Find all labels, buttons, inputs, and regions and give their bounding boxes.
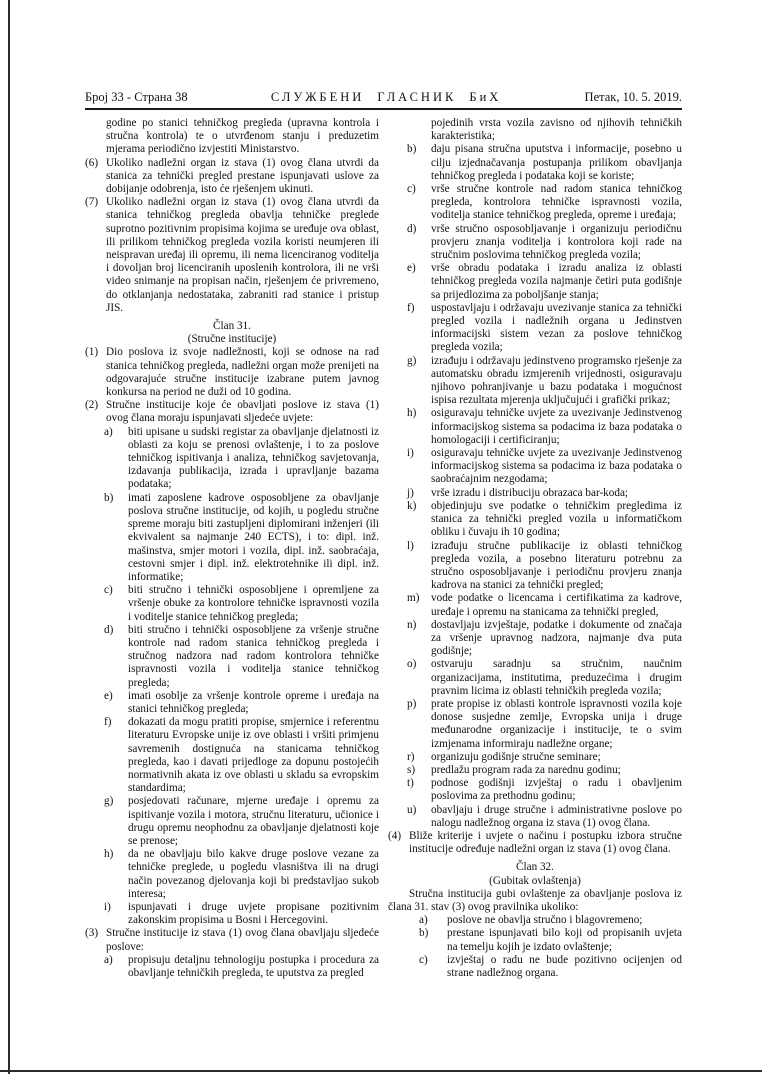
paragraph-marker: b)	[419, 927, 429, 940]
paragraph	[85, 399, 379, 425]
paragraph-marker: h)	[104, 848, 114, 861]
article-subheading: (Stručne institucije)	[187, 333, 277, 346]
paragraph	[388, 751, 682, 764]
paragraph	[388, 830, 682, 856]
paragraph-marker: c)	[407, 183, 416, 196]
paragraph	[388, 619, 682, 659]
paragraph-text: izrađuju i održavaju jedinstveno programsko rješenje za automatsku obradu izmjerenih vrijednosti, osiguravaju njihovo pohranjivanje u bazu podataka i mogućnost ispisa rezultata mjerenja uključujući i grafički prikaz;	[431, 354, 682, 407]
paragraph-marker: g)	[407, 354, 417, 367]
paragraph	[388, 143, 682, 183]
paragraph-marker: a)	[104, 425, 113, 438]
paragraph-text: da ne obavljaju bilo kakve druge poslove vezane za tehničke preglede, u pogledu vlasništva ili na drugi način povezanog djelovanja koji bi predstavljao sukob interesa;	[128, 848, 379, 900]
paragraph-text: vrše stručno osposobljavanje i organizuju periodičnu provjeru znanja voditelja i kontrolora koji rade na stručnim poslovima tehničkog pregleda vozila;	[431, 222, 682, 262]
paragraph-text: prestane ispunjavati bilo koji od propisanih uvjeta na temelju kojih je izdato ovlaštenje;	[447, 927, 682, 953]
paragraph-text: dostavljaju izvještaje, podatke i dokumente od značaja za vršenje upravnog nadzora, najmanje dva puta godišnje;	[431, 618, 682, 658]
paragraph-text: propisuju detaljnu tehnologiju postupka i procedura za obavljanje tehničkih pregleda, te uputstva za pregled	[128, 953, 379, 979]
article-heading: Član 31.	[213, 320, 251, 333]
paragraph-text: prate propise iz oblasti kontrole ispravnosti vozila koje donose susjedne zemlje, Evropska unija i druge međunarodne organizacije i institucije, te o svim izmjenama informiraju nadležne organe;	[431, 697, 682, 750]
paragraph	[388, 540, 682, 593]
paragraph-text: Stručne institucije iz stava (1) ovog člana obavljaju sljedeće poslove:	[106, 927, 379, 953]
paragraph-text: Ukoliko nadležni organ iz stava (1) ovog člana utvrdi da stanica za tehnički pregled prestane ispunjavati uslove za dobijanje odobrenja, isto će rješenjem ukinuti.	[106, 156, 379, 196]
paragraph	[388, 592, 682, 618]
paragraph-marker: d)	[104, 623, 114, 636]
paragraph-marker: (2)	[85, 399, 99, 412]
paragraph	[388, 223, 682, 263]
paragraph-marker: e)	[407, 262, 416, 275]
paragraph-text: poslove ne obavlja stručno i blagovremeno;	[447, 914, 643, 927]
paragraph	[388, 804, 682, 830]
page-header	[85, 90, 682, 110]
paragraph-marker: t)	[407, 777, 414, 790]
paragraph	[388, 183, 682, 223]
paragraph-marker: i)	[104, 900, 111, 913]
paragraph-marker: s)	[407, 763, 416, 776]
paragraph	[85, 157, 379, 197]
paragraph	[85, 196, 379, 315]
paragraph	[388, 927, 682, 953]
paragraph	[85, 584, 379, 624]
paragraph	[85, 624, 379, 690]
paragraph-marker: p)	[407, 697, 417, 710]
paragraph-marker: b)	[407, 143, 417, 156]
paragraph	[388, 407, 682, 447]
paragraph-marker: f)	[104, 716, 112, 729]
paragraph-marker: k)	[407, 499, 417, 512]
paragraph-marker: c)	[419, 953, 428, 966]
paragraph-text: Ukoliko nadležni organ iz stava (1) ovog člana utvrdi da stanica tehničkog pregleda obavlja tehničke preglede suprotno pozitivnim propisima kojima se uređuje ova oblast, ili prilikom tehničkog pregleda vozila koristi neumjeren ili neispravan uređaj ili opremu, ili nema licenciranog voditelja i dovoljan broj licenciranih uposlenih kontrolora, ili ne vrši video snimanje na propisan način, rješenjem će privremeno, do otklanjanja nedostataka, zabraniti rad stanice i pristup JIS.	[106, 196, 379, 314]
paragraph-text: imati osoblje za vršenje kontrole opreme i uređaja na stanici tehničkog pregleda;	[128, 689, 379, 715]
paragraph-text: organizuju godišnje stručne seminare;	[431, 750, 601, 763]
paragraph-text: vode podatke o licencama i certifikatima za kadrove, uređaje i opremu na stanicama za tehnički pregled,	[431, 592, 682, 618]
right-column	[388, 117, 682, 980]
paragraph-text: Dio poslova iz svoje nadležnosti, koji se odnose na rad stanica tehničkog pregleda, nadležni organ može prenijeti na odgovarajuće stručne institucije izabrane putem javnog konkursa na period ne duži od 10 godina.	[106, 346, 379, 399]
gazette-title: СЛУЖБЕНИ ГЛАСНИК БиХ	[270, 90, 502, 104]
paragraph	[388, 658, 682, 698]
scan-edge-left	[8, 0, 10, 1074]
paragraph	[388, 302, 682, 355]
paragraph-marker: i)	[407, 447, 414, 460]
paragraph-marker: h)	[407, 407, 417, 420]
paragraph-text: predlažu program rada za narednu godinu;	[431, 763, 621, 776]
paragraph	[388, 764, 682, 777]
issue-date: Петак, 10. 5. 2019.	[584, 90, 682, 104]
paragraph	[85, 426, 379, 492]
paragraph-marker: f)	[407, 301, 415, 314]
paragraph-text: podnose godišnji izvještaj o radu i obavljenim poslovima za prethodnu godinu;	[431, 777, 682, 803]
article-heading: Član 32.	[516, 861, 554, 874]
paragraph-marker: (1)	[85, 346, 99, 359]
text-columns	[85, 117, 682, 980]
paragraph: godine po stanici tehničkog pregleda (upravna kontrola i stručna kontrola) te o utvrđenom stanju i preduzetim mjerama periodično izvjestiti Ministarstvo.	[106, 117, 379, 156]
paragraph	[388, 500, 682, 540]
paragraph-marker: a)	[419, 914, 428, 927]
paragraph-text: biti stručno i tehnički osposobljene za vršenje stručne kontrole nad radom stanica tehničkog pregleda i stručnog nadzora nad radom kontrolora tehničke ispravnosti vozila i voditelja stanice tehničkog pregleda;	[128, 623, 379, 689]
paragraph	[388, 777, 682, 803]
paragraph-text: vrše obradu podataka i izradu analiza iz oblasti tehničkog pregleda vozila najmanje četiri puta godišnje sa prijedlozima za poboljšanje stanja;	[431, 262, 682, 301]
paragraph-marker: (3)	[85, 927, 99, 940]
paragraph-marker: l)	[407, 539, 414, 552]
article-subheading: (Gubitak ovlaštenja)	[489, 874, 581, 887]
paragraph	[85, 954, 379, 980]
paragraph-text: izvještaj o radu ne bude pozitivno ocijenjen od strane nadležnog organa.	[447, 953, 682, 979]
paragraph-marker: (7)	[85, 196, 99, 209]
paragraph	[85, 346, 379, 399]
paragraph	[388, 914, 682, 927]
paragraph-text: ostvaruju saradnju sa stručnim, naučnim organizacijama, institutima, preduzećima i drugim pravnim licima iz oblasti tehničkih pregleda vozila;	[431, 658, 682, 697]
paragraph-marker: o)	[407, 658, 417, 671]
paragraph-text: daju pisana stručna uputstva i informacije, posebno u cilju izjednačavanja postupanja prilikom obavljanja tehničkog pregleda i podataka koji se koriste;	[431, 143, 682, 182]
paragraph-marker: a)	[104, 953, 113, 966]
paragraph-marker: m)	[407, 592, 420, 605]
paragraph-text: posjedovati računare, mjerne uređaje i opremu za ispitivanje vozila i motora, stručnu literaturu, učionice i drugu opremu neophodnu za obavljanje djelatnosti koje se prenose;	[128, 795, 379, 847]
paragraph-text: dokazati da mogu pratiti propise, smjernice i referentnu literaturu Evropske unije iz ove oblasti i vršiti primjenu savremenih dostignuća na stanicama tehničkog pregleda, kao i davati prijedloge za dopunu postojećih normativnih akata iz ove oblasti u skladu sa evropskim standardima;	[128, 716, 379, 795]
paragraph-marker: e)	[104, 689, 113, 702]
paragraph-text: obavljaju i druge stručne i administrativne poslove po nalogu nadležnog organa iz stava (1) ovog člana.	[431, 803, 682, 829]
paragraph-text: osiguravaju tehničke uvjete za uvezivanje Jedinstvenog informacijskog sistema sa podacima iz baza podataka o saobraćajnim nezgodama;	[431, 447, 682, 486]
paragraph-text: osiguravaju tehničke uvjete za uvezivanje Jedinstvenog informacijskog sistema sa podacima iz baza podataka o homologaciji i certificiranju;	[431, 407, 682, 446]
paragraph	[85, 492, 379, 584]
paragraph-marker: r)	[407, 750, 415, 763]
issue-page-number: Број 33 - Страна 38	[85, 90, 188, 104]
scan-edge-bottom	[0, 1070, 762, 1072]
paragraph	[85, 848, 379, 901]
paragraph	[388, 487, 682, 500]
paragraph-text: biti upisane u sudski registar za obavljanje djelatnosti iz oblasti za koju se prenosi ovlaštenje, i to za poslove tehničkog ispitivanja i analiza, tehničkog savjetovanja, izdavanja publikacija, izrada i upravljanje bazama podataka;	[128, 425, 379, 491]
paragraph	[388, 355, 682, 408]
paragraph	[85, 690, 379, 716]
paragraph-marker: g)	[104, 795, 114, 808]
paragraph-marker: c)	[104, 584, 113, 597]
paragraph-text: objedinjuju sve podatke o tehničkim pregledima iz stanica za tehnički pregled vozila u informatičkom obliku i čuvaju ih 10 godina;	[431, 499, 682, 539]
paragraph	[85, 901, 379, 927]
paragraph-text: uspostavljaju i održavaju uvezivanje stanica za tehnički pregled vozila i nadležnih organa u Jedinstven informacijski sistem vezan za poslove tehničkog pregleda vozila;	[431, 301, 682, 354]
paragraph-text: vrše stručne kontrole nad radom stanica tehničkog pregleda, kontrolora tehničke ispravnosti vozila, voditelja stanice tehničkog pregleda, opreme i uređaja;	[431, 183, 682, 222]
paragraph	[388, 954, 682, 980]
paragraph-marker: j)	[407, 486, 414, 499]
paragraph-marker: d)	[407, 222, 417, 235]
paragraph-text: Bliže kriterije i uvjete o načinu i postupku izbora stručne institucije određuje nadležni organ iz stava (1) ovog člana.	[409, 829, 682, 856]
paragraph-marker: n)	[407, 618, 417, 631]
paragraph-marker: b)	[104, 491, 114, 504]
paragraph-marker: (4)	[388, 829, 402, 842]
paragraph: pojedinih vrsta vozila zavisno od njihovih tehničkih karakteristika;	[431, 117, 682, 143]
paragraph	[85, 927, 379, 953]
paragraph-text: izrađuju stručne publikacije iz oblasti tehničkog pregleda vozila, a posebno literaturu potrebnu za stručno osposobljavanje i periodičnu provjeru znanja kadrova na stanici za tehnički pregled;	[431, 539, 682, 592]
paragraph-text: biti stručno i tehnički osposobljene i opremljene za vršenje obuke za kontrolore tehničke ispravnosti vozila i voditelje stanice tehničkog pregleda;	[128, 584, 379, 623]
paragraph-marker: u)	[407, 803, 417, 816]
document-page	[85, 90, 682, 980]
paragraph	[85, 795, 379, 848]
paragraph-text: ispunjavati i druge uvjete propisane pozitivnim zakonskim propisima u Bosni i Hercegovini.	[128, 900, 379, 927]
paragraph	[388, 262, 682, 302]
paragraph-marker: (6)	[85, 156, 99, 169]
paragraph: Stručna institucija gubi ovlaštenje za obavljanje poslova iz člana 31. stav (3) ovog pravilnika ukoliko:	[388, 887, 682, 913]
paragraph	[85, 716, 379, 795]
left-column	[85, 117, 379, 980]
paragraph-text: imati zaposlene kadrove osposobljene za obavljanje poslova stručne institucije, od kojih, u pogledu stručne spreme moraju biti zastupljeni diplomirani inženjeri (ili ekvivalent sa najmanje 240 ECTS), i to: dipl. inž. mašinstva, smjer motori i vozila, dipl. inž. saobraćaja, cestovni smjer i dipl. inž. elektrotehnike ili dipl. inž. informatike;	[128, 491, 379, 583]
paragraph-text: vrše izradu i distribuciju obrazaca bar-koda;	[431, 486, 629, 499]
paragraph	[388, 698, 682, 751]
paragraph-text: Stručne institucije koje će obavljati poslove iz stava (1) ovog člana moraju ispunjavati sljedeće uvjete:	[106, 399, 379, 425]
paragraph	[388, 447, 682, 487]
